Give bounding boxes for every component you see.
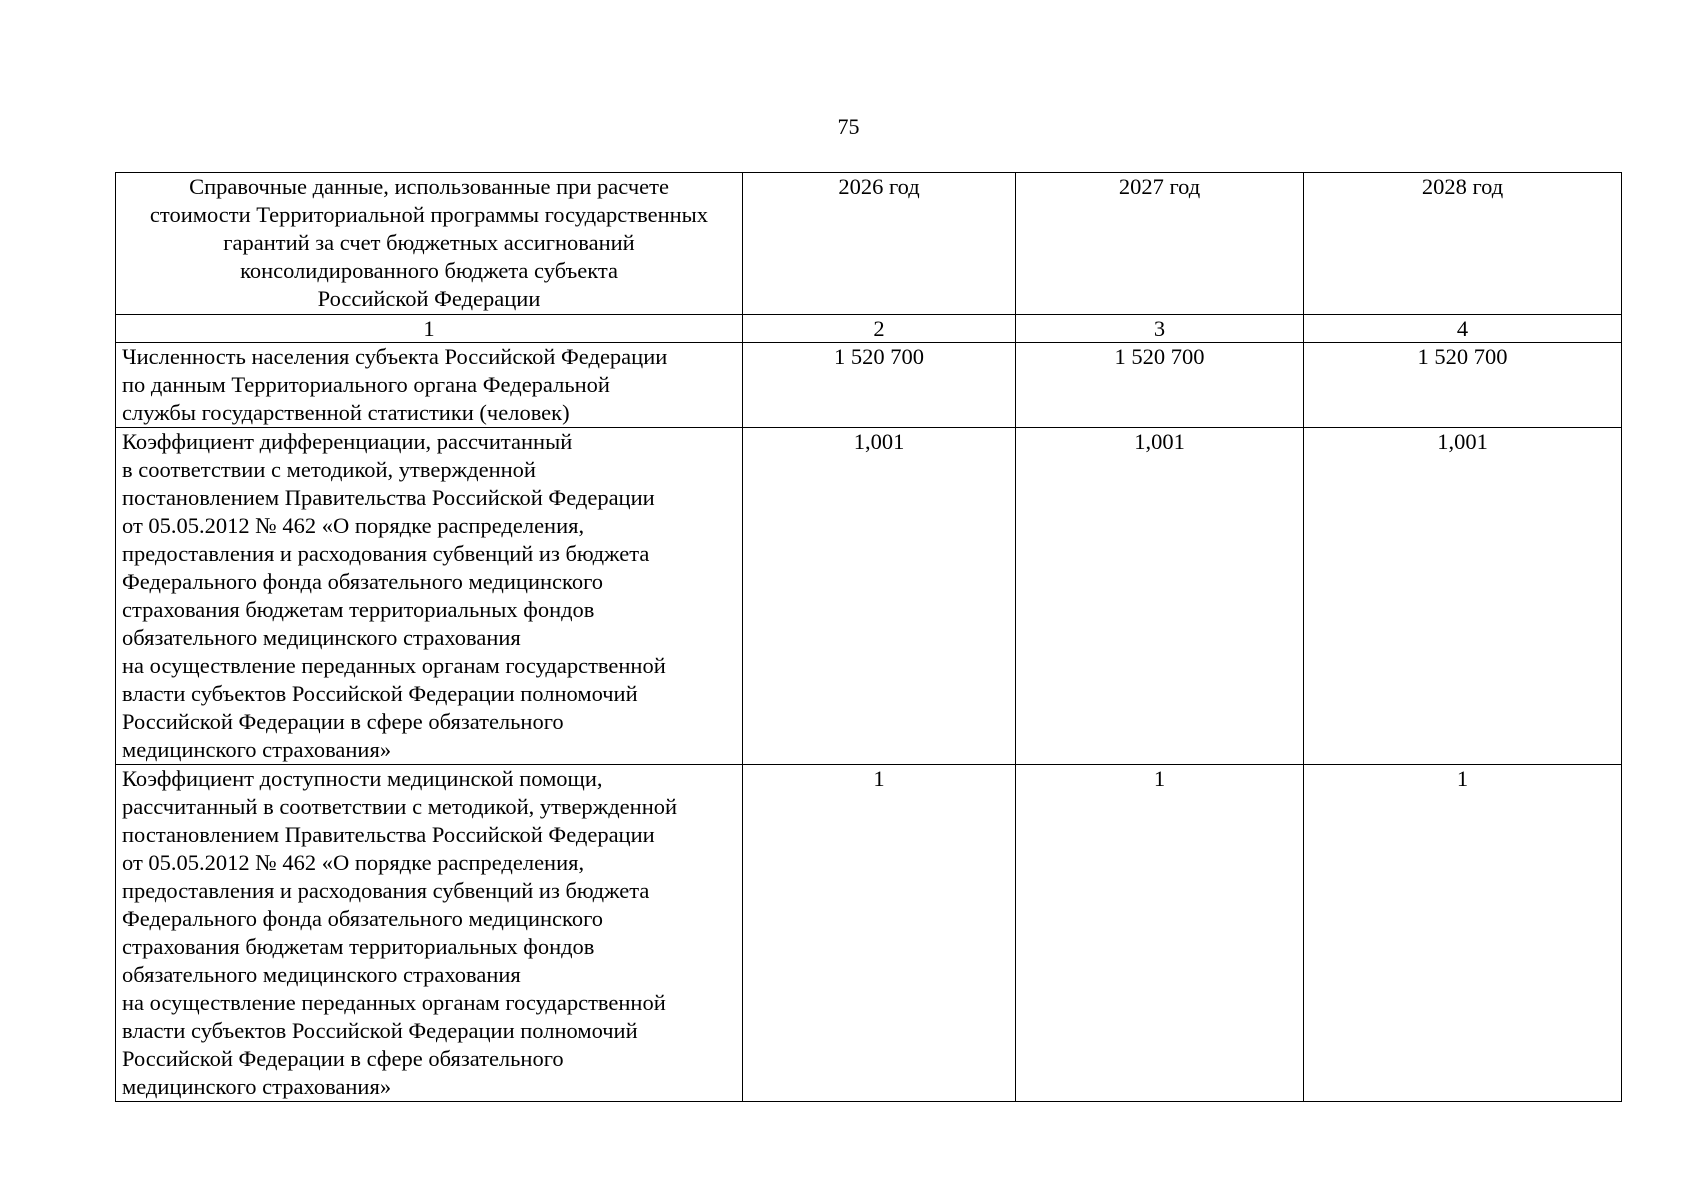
column-number-cell: 1 xyxy=(116,315,743,343)
value-cell: 1 520 700 xyxy=(1304,343,1622,428)
table-header-row xyxy=(116,173,1622,315)
page-number: 75 xyxy=(837,114,860,139)
column-number-cell: 2 xyxy=(743,315,1016,343)
header-year-2028: 2028 год xyxy=(1304,173,1622,315)
row-label-cell: Численность населения субъекта Российской Федерации по данным Территориального органа Федеральной службы государственной статистики (человек) xyxy=(116,343,743,428)
value-cell: 1 xyxy=(1304,765,1622,1102)
header-year-2026: 2026 год xyxy=(743,173,1016,315)
value-cell: 1 520 700 xyxy=(1016,343,1304,428)
header-label-cell: Справочные данные, использованные при расчете стоимости Территориальной программы государственных гарантий за счет бюджетных ассигнований консолидированного бюджета субъекта Российской Федерации xyxy=(116,173,743,315)
reference-data-table xyxy=(115,172,1622,1102)
table-row xyxy=(116,343,1622,428)
value-cell: 1,001 xyxy=(1016,428,1304,765)
column-number-cell: 4 xyxy=(1304,315,1622,343)
value-cell: 1,001 xyxy=(743,428,1016,765)
value-cell: 1,001 xyxy=(1304,428,1622,765)
value-cell: 1 xyxy=(743,765,1016,1102)
header-year-2027: 2027 год xyxy=(1016,173,1304,315)
column-number-row xyxy=(116,315,1622,343)
table-row xyxy=(116,765,1622,1102)
row-label-cell: Коэффициент дифференциации, рассчитанный в соответствии с методикой, утвержденной постановлением Правительства Российской Федерации от 05.05.2012 № 462 «О порядке распределения, предоставления и расходования субвенций из бюджета Федерального фонда обязательного медицинского страхования бюджетам территориальных фондов обязательного медицинского страхования на осуществление переданных органам государственной власти субъектов Российской Федерации полномочий Российской Федерации в сфере обязательного медицинского страхования» xyxy=(116,428,743,765)
value-cell: 1 520 700 xyxy=(743,343,1016,428)
row-label-cell: Коэффициент доступности медицинской помощи, рассчитанный в соответствии с методикой, утвержденной постановлением Правительства Российской Федерации от 05.05.2012 № 462 «О порядке распределения, предоставления и расходования субвенций из бюджета Федерального фонда обязательного медицинского страхования бюджетам территориальных фондов обязательного медицинского страхования на осуществление переданных органам государственной власти субъектов Российской Федерации полномочий Российской Федерации в сфере обязательного медицинского страхования» xyxy=(116,765,743,1102)
table-row xyxy=(116,428,1622,765)
value-cell: 1 xyxy=(1016,765,1304,1102)
column-number-cell: 3 xyxy=(1016,315,1304,343)
